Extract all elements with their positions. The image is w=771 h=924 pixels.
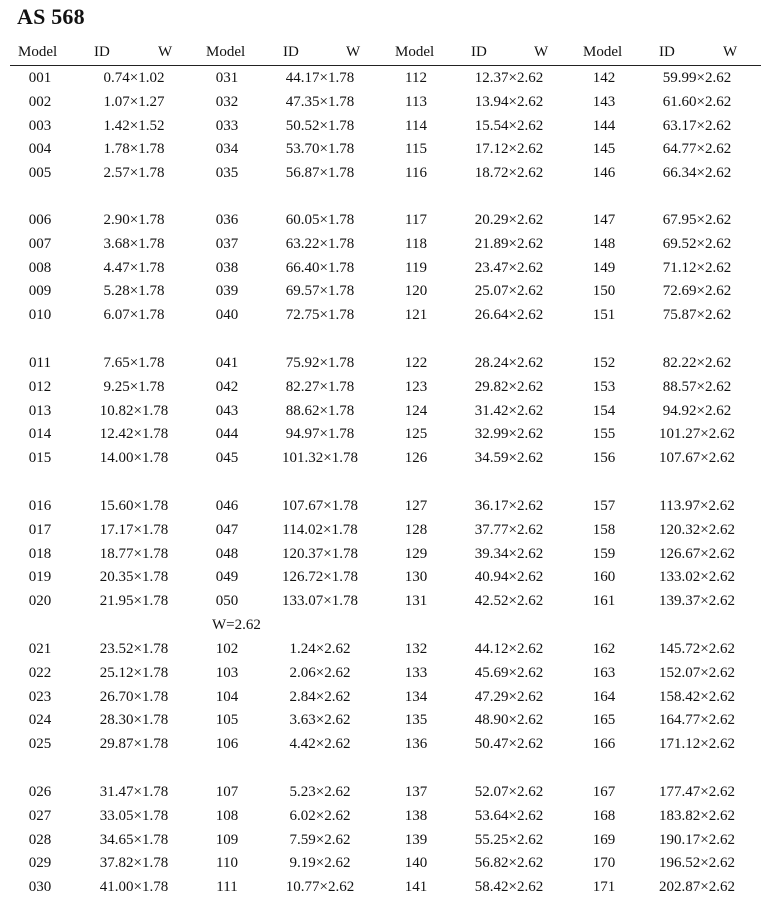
model-cell: 171 bbox=[592, 879, 616, 896]
size-cell: 59.99×2.62 bbox=[662, 70, 732, 86]
model-cell: 167 bbox=[592, 784, 616, 800]
model-cell: 121 bbox=[404, 307, 428, 324]
model-cell: 132 bbox=[404, 641, 428, 657]
size-cell: 32.99×2.62 bbox=[474, 426, 544, 443]
model-cell: 152 bbox=[592, 355, 616, 371]
model-cell: 117 bbox=[405, 212, 427, 228]
model-cell: 160 bbox=[592, 569, 616, 586]
model-cell: 169 bbox=[592, 831, 616, 848]
size-cell: 36.17×2.62 bbox=[474, 498, 544, 514]
model-cell: 014 bbox=[28, 426, 52, 443]
size-cell: 71.12×2.62 bbox=[662, 259, 732, 276]
header-w: W bbox=[534, 44, 549, 60]
model-cell: 047 bbox=[215, 521, 239, 538]
size-cell: 114.02×1.78 bbox=[282, 521, 358, 538]
size-cell: 1.07×1.27 bbox=[103, 93, 165, 110]
model-cell: 038 bbox=[215, 259, 239, 276]
model-cell: 170 bbox=[592, 855, 616, 872]
size-cell: 28.24×2.62 bbox=[474, 355, 544, 371]
header-id: ID bbox=[659, 44, 675, 60]
size-cell: 50.47×2.62 bbox=[474, 736, 544, 753]
size-cell: 53.64×2.62 bbox=[474, 807, 544, 824]
size-cell: 1.24×2.62 bbox=[289, 641, 351, 657]
size-cell: 120.32×2.62 bbox=[659, 521, 735, 538]
model-cell: 021 bbox=[28, 641, 52, 657]
model-cell: 110 bbox=[216, 855, 238, 872]
size-cell: 14.00×1.78 bbox=[99, 450, 169, 467]
model-cell: 042 bbox=[215, 378, 239, 395]
size-cell: 190.17×2.62 bbox=[659, 831, 735, 848]
size-cell: 53.70×1.78 bbox=[285, 141, 355, 158]
model-cell: 146 bbox=[592, 165, 616, 182]
model-cell: 163 bbox=[592, 664, 616, 681]
model-cell: 002 bbox=[28, 93, 52, 110]
size-cell: 44.12×2.62 bbox=[474, 641, 544, 657]
header-w: W bbox=[346, 44, 361, 60]
model-cell: 009 bbox=[28, 283, 52, 300]
size-cell: 45.69×2.62 bbox=[474, 664, 544, 681]
model-cell: 041 bbox=[215, 355, 239, 371]
model-cell: 036 bbox=[215, 212, 239, 228]
size-cell: 94.92×2.62 bbox=[662, 402, 732, 419]
size-cell: 42.52×2.62 bbox=[474, 593, 544, 610]
size-cell: 88.62×1.78 bbox=[285, 402, 355, 419]
size-cell: 7.65×1.78 bbox=[103, 355, 165, 371]
model-cell: 043 bbox=[215, 402, 239, 419]
model-cell: 147 bbox=[592, 212, 616, 228]
model-cell: 141 bbox=[404, 879, 428, 896]
model-cell: 166 bbox=[592, 736, 616, 753]
size-cell: 101.27×2.62 bbox=[659, 426, 735, 443]
size-cell: 29.87×1.78 bbox=[99, 736, 169, 753]
model-cell: 164 bbox=[592, 688, 616, 705]
model-cell: 040 bbox=[215, 307, 239, 324]
size-cell: 2.90×1.78 bbox=[103, 212, 165, 228]
model-cell: 131 bbox=[404, 593, 428, 610]
model-cell: 161 bbox=[592, 593, 616, 610]
size-cell: 1.42×1.52 bbox=[103, 117, 165, 134]
size-cell: 63.22×1.78 bbox=[285, 235, 355, 252]
model-cell: 153 bbox=[592, 378, 616, 395]
model-cell: 035 bbox=[215, 165, 239, 182]
header-id: ID bbox=[283, 44, 299, 60]
size-cell: 145.72×2.62 bbox=[659, 641, 735, 657]
model-cell: 006 bbox=[28, 212, 52, 228]
size-cell: 61.60×2.62 bbox=[662, 93, 732, 110]
size-cell: 72.75×1.78 bbox=[285, 307, 355, 324]
model-cell: 140 bbox=[404, 855, 428, 872]
model-cell: 037 bbox=[215, 235, 239, 252]
size-cell: 9.25×1.78 bbox=[103, 378, 165, 395]
model-cell: 144 bbox=[592, 117, 616, 134]
model-cell: 039 bbox=[215, 283, 239, 300]
size-cell: 202.87×2.62 bbox=[659, 879, 735, 896]
size-cell: 2.06×2.62 bbox=[289, 664, 351, 681]
model-cell: 108 bbox=[215, 807, 239, 824]
size-cell: 113.97×2.62 bbox=[659, 498, 735, 514]
model-cell: 024 bbox=[28, 712, 52, 729]
model-cell: 133 bbox=[404, 664, 428, 681]
size-cell: 94.97×1.78 bbox=[285, 426, 355, 443]
model-cell: 034 bbox=[215, 141, 239, 158]
model-cell: 011 bbox=[29, 355, 51, 371]
model-cell: 019 bbox=[28, 569, 52, 586]
model-cell: 134 bbox=[404, 688, 428, 705]
size-cell: 139.37×2.62 bbox=[659, 593, 735, 610]
size-cell: 23.47×2.62 bbox=[474, 259, 544, 276]
model-cell: 017 bbox=[28, 521, 52, 538]
size-cell: 10.82×1.78 bbox=[99, 402, 169, 419]
header-model: Model bbox=[395, 44, 435, 60]
size-cell: 18.72×2.62 bbox=[474, 165, 544, 182]
model-cell: 168 bbox=[592, 807, 616, 824]
model-cell: 114 bbox=[405, 117, 427, 134]
model-cell: 116 bbox=[405, 165, 427, 182]
model-cell: 008 bbox=[28, 259, 52, 276]
size-cell: 158.42×2.62 bbox=[659, 688, 735, 705]
model-cell: 112 bbox=[405, 70, 427, 86]
size-cell: 152.07×2.62 bbox=[659, 664, 735, 681]
model-cell: 032 bbox=[215, 93, 239, 110]
model-cell: 025 bbox=[28, 736, 52, 753]
model-cell: 003 bbox=[28, 117, 52, 134]
model-cell: 143 bbox=[592, 93, 616, 110]
header-model: Model bbox=[18, 44, 58, 60]
model-cell: 007 bbox=[28, 235, 52, 252]
size-cell: 4.47×1.78 bbox=[103, 259, 165, 276]
size-cell: 9.19×2.62 bbox=[289, 855, 351, 872]
size-cell: 10.77×2.62 bbox=[285, 879, 355, 896]
size-cell: 58.42×2.62 bbox=[474, 879, 544, 896]
size-cell: 23.52×1.78 bbox=[99, 641, 169, 657]
model-cell: 104 bbox=[215, 688, 239, 705]
model-cell: 107 bbox=[215, 784, 239, 800]
model-cell: 029 bbox=[28, 855, 52, 872]
size-cell: 15.60×1.78 bbox=[99, 498, 169, 514]
model-cell: 156 bbox=[592, 450, 616, 467]
size-cell: 40.94×2.62 bbox=[474, 569, 544, 586]
size-cell: 18.77×1.78 bbox=[99, 545, 169, 562]
model-cell: 148 bbox=[592, 235, 616, 252]
size-cell: 82.22×2.62 bbox=[662, 355, 732, 371]
size-cell: 26.64×2.62 bbox=[474, 307, 544, 324]
size-cell: 26.70×1.78 bbox=[99, 688, 169, 705]
size-cell: 34.59×2.62 bbox=[474, 450, 544, 467]
size-cell: 17.17×1.78 bbox=[99, 521, 169, 538]
size-cell: 20.29×2.62 bbox=[474, 212, 544, 228]
header-w: W bbox=[723, 44, 738, 60]
model-cell: 149 bbox=[592, 259, 616, 276]
model-cell: 162 bbox=[592, 641, 616, 657]
model-cell: 031 bbox=[215, 70, 239, 86]
size-cell: 33.05×1.78 bbox=[99, 807, 169, 824]
model-cell: 015 bbox=[28, 450, 52, 467]
model-cell: 050 bbox=[215, 593, 239, 610]
size-cell: 196.52×2.62 bbox=[659, 855, 735, 872]
model-cell: 010 bbox=[28, 307, 52, 324]
size-cell: 107.67×2.62 bbox=[659, 450, 735, 467]
size-cell: 0.74×1.02 bbox=[103, 70, 165, 86]
model-cell: 001 bbox=[28, 70, 52, 86]
model-cell: 045 bbox=[215, 450, 239, 467]
model-cell: 127 bbox=[404, 498, 428, 514]
model-cell: 109 bbox=[215, 831, 239, 848]
size-cell: 101.32×1.78 bbox=[282, 450, 358, 467]
size-cell: 107.67×1.78 bbox=[282, 498, 358, 514]
section-note: W=2.62 bbox=[212, 617, 261, 633]
model-cell: 105 bbox=[215, 712, 239, 729]
size-cell: 60.05×1.78 bbox=[285, 212, 355, 228]
size-cell: 5.28×1.78 bbox=[103, 283, 165, 300]
model-cell: 049 bbox=[215, 569, 239, 586]
size-cell: 63.17×2.62 bbox=[662, 117, 732, 134]
size-cell: 75.87×2.62 bbox=[662, 307, 732, 324]
size-cell: 20.35×1.78 bbox=[99, 569, 169, 586]
header-model: Model bbox=[583, 44, 623, 60]
size-cell: 66.40×1.78 bbox=[285, 259, 355, 276]
model-cell: 165 bbox=[592, 712, 616, 729]
size-cell: 52.07×2.62 bbox=[474, 784, 544, 800]
size-cell: 82.27×1.78 bbox=[285, 378, 355, 395]
model-cell: 150 bbox=[592, 283, 616, 300]
model-cell: 030 bbox=[28, 879, 52, 896]
header-model: Model bbox=[206, 44, 246, 60]
model-cell: 115 bbox=[405, 141, 427, 158]
model-cell: 048 bbox=[215, 545, 239, 562]
model-cell: 027 bbox=[28, 807, 52, 824]
size-cell: 47.29×2.62 bbox=[474, 688, 544, 705]
size-cell: 64.77×2.62 bbox=[662, 141, 732, 158]
page-title: AS 568 bbox=[17, 4, 85, 29]
model-cell: 023 bbox=[28, 688, 52, 705]
size-cell: 28.30×1.78 bbox=[99, 712, 169, 729]
model-cell: 159 bbox=[592, 545, 616, 562]
size-cell: 25.12×1.78 bbox=[99, 664, 169, 681]
size-cell: 7.59×2.62 bbox=[289, 831, 351, 848]
model-cell: 103 bbox=[215, 664, 239, 681]
size-cell: 126.67×2.62 bbox=[659, 545, 735, 562]
model-cell: 157 bbox=[592, 498, 616, 514]
header-id: ID bbox=[94, 44, 110, 60]
model-cell: 128 bbox=[404, 521, 428, 538]
model-cell: 124 bbox=[404, 402, 428, 419]
size-cell: 13.94×2.62 bbox=[474, 93, 544, 110]
size-cell: 31.47×1.78 bbox=[99, 784, 169, 800]
model-cell: 136 bbox=[404, 736, 428, 753]
size-cell: 41.00×1.78 bbox=[99, 879, 169, 896]
size-cell: 34.65×1.78 bbox=[99, 831, 169, 848]
model-cell: 142 bbox=[592, 70, 616, 86]
model-cell: 120 bbox=[404, 283, 428, 300]
size-cell: 12.42×1.78 bbox=[99, 426, 169, 443]
size-cell: 37.77×2.62 bbox=[474, 521, 544, 538]
model-cell: 138 bbox=[404, 807, 428, 824]
size-cell: 69.57×1.78 bbox=[285, 283, 355, 300]
model-cell: 119 bbox=[405, 259, 427, 276]
model-cell: 018 bbox=[28, 545, 52, 562]
size-cell: 12.37×2.62 bbox=[474, 70, 544, 86]
size-cell: 72.69×2.62 bbox=[662, 283, 732, 300]
size-cell: 5.23×2.62 bbox=[289, 784, 351, 800]
model-cell: 020 bbox=[28, 593, 52, 610]
model-cell: 118 bbox=[405, 235, 427, 252]
size-cell: 126.72×1.78 bbox=[282, 569, 358, 586]
size-cell: 55.25×2.62 bbox=[474, 831, 544, 848]
size-cell: 56.82×2.62 bbox=[474, 855, 544, 872]
size-cell: 37.82×1.78 bbox=[99, 855, 169, 872]
model-cell: 125 bbox=[404, 426, 428, 443]
size-cell: 2.84×2.62 bbox=[289, 688, 351, 705]
size-cell: 29.82×2.62 bbox=[474, 378, 544, 395]
model-cell: 033 bbox=[215, 117, 239, 134]
model-cell: 012 bbox=[28, 378, 52, 395]
size-cell: 133.07×1.78 bbox=[282, 593, 358, 610]
model-cell: 154 bbox=[592, 402, 616, 419]
size-cell: 4.42×2.62 bbox=[289, 736, 351, 753]
model-cell: 151 bbox=[592, 307, 616, 324]
size-cell: 21.95×1.78 bbox=[99, 593, 169, 610]
size-cell: 66.34×2.62 bbox=[662, 165, 732, 182]
model-cell: 139 bbox=[404, 831, 428, 848]
size-cell: 56.87×1.78 bbox=[285, 165, 355, 182]
model-cell: 126 bbox=[404, 450, 428, 467]
size-cell: 133.02×2.62 bbox=[659, 569, 735, 586]
size-cell: 171.12×2.62 bbox=[659, 736, 735, 753]
size-cell: 2.57×1.78 bbox=[103, 165, 165, 182]
size-cell: 47.35×1.78 bbox=[285, 93, 355, 110]
model-cell: 026 bbox=[28, 784, 52, 800]
model-cell: 111 bbox=[216, 879, 238, 896]
size-cell: 120.37×1.78 bbox=[282, 545, 358, 562]
model-cell: 102 bbox=[215, 641, 239, 657]
size-cell: 75.92×1.78 bbox=[285, 355, 355, 371]
size-cell: 177.47×2.62 bbox=[659, 784, 735, 800]
header-w: W bbox=[158, 44, 173, 60]
model-cell: 122 bbox=[404, 355, 428, 371]
model-cell: 145 bbox=[592, 141, 616, 158]
model-cell: 130 bbox=[404, 569, 428, 586]
size-cell: 67.95×2.62 bbox=[662, 212, 732, 228]
size-cell: 3.68×1.78 bbox=[103, 235, 165, 252]
size-cell: 6.07×1.78 bbox=[103, 307, 165, 324]
model-cell: 155 bbox=[592, 426, 616, 443]
size-cell: 21.89×2.62 bbox=[474, 235, 544, 252]
size-cell: 3.63×2.62 bbox=[289, 712, 351, 729]
model-cell: 004 bbox=[28, 141, 52, 158]
model-cell: 044 bbox=[215, 426, 239, 443]
model-cell: 005 bbox=[28, 165, 52, 182]
size-cell: 44.17×1.78 bbox=[285, 70, 355, 86]
size-cell: 17.12×2.62 bbox=[474, 141, 544, 158]
size-cell: 39.34×2.62 bbox=[474, 545, 544, 562]
model-cell: 137 bbox=[404, 784, 428, 800]
size-cell: 48.90×2.62 bbox=[474, 712, 544, 729]
model-cell: 028 bbox=[28, 831, 52, 848]
size-cell: 183.82×2.62 bbox=[659, 807, 735, 824]
model-cell: 106 bbox=[215, 736, 239, 753]
size-cell: 69.52×2.62 bbox=[662, 235, 732, 252]
model-cell: 046 bbox=[215, 498, 239, 514]
model-cell: 123 bbox=[404, 378, 428, 395]
size-cell: 1.78×1.78 bbox=[103, 141, 165, 158]
model-cell: 129 bbox=[404, 545, 428, 562]
size-cell: 88.57×2.62 bbox=[662, 378, 732, 395]
size-cell: 31.42×2.62 bbox=[474, 402, 544, 419]
header-id: ID bbox=[471, 44, 487, 60]
size-cell: 50.52×1.78 bbox=[285, 117, 355, 134]
model-cell: 135 bbox=[404, 712, 428, 729]
model-cell: 158 bbox=[592, 521, 616, 538]
model-cell: 016 bbox=[28, 498, 52, 514]
model-cell: 113 bbox=[405, 93, 427, 110]
model-cell: 022 bbox=[28, 664, 52, 681]
size-cell: 6.02×2.62 bbox=[289, 807, 351, 824]
size-cell: 15.54×2.62 bbox=[474, 117, 544, 134]
size-cell: 25.07×2.62 bbox=[474, 283, 544, 300]
model-cell: 013 bbox=[28, 402, 52, 419]
size-cell: 164.77×2.62 bbox=[659, 712, 735, 729]
